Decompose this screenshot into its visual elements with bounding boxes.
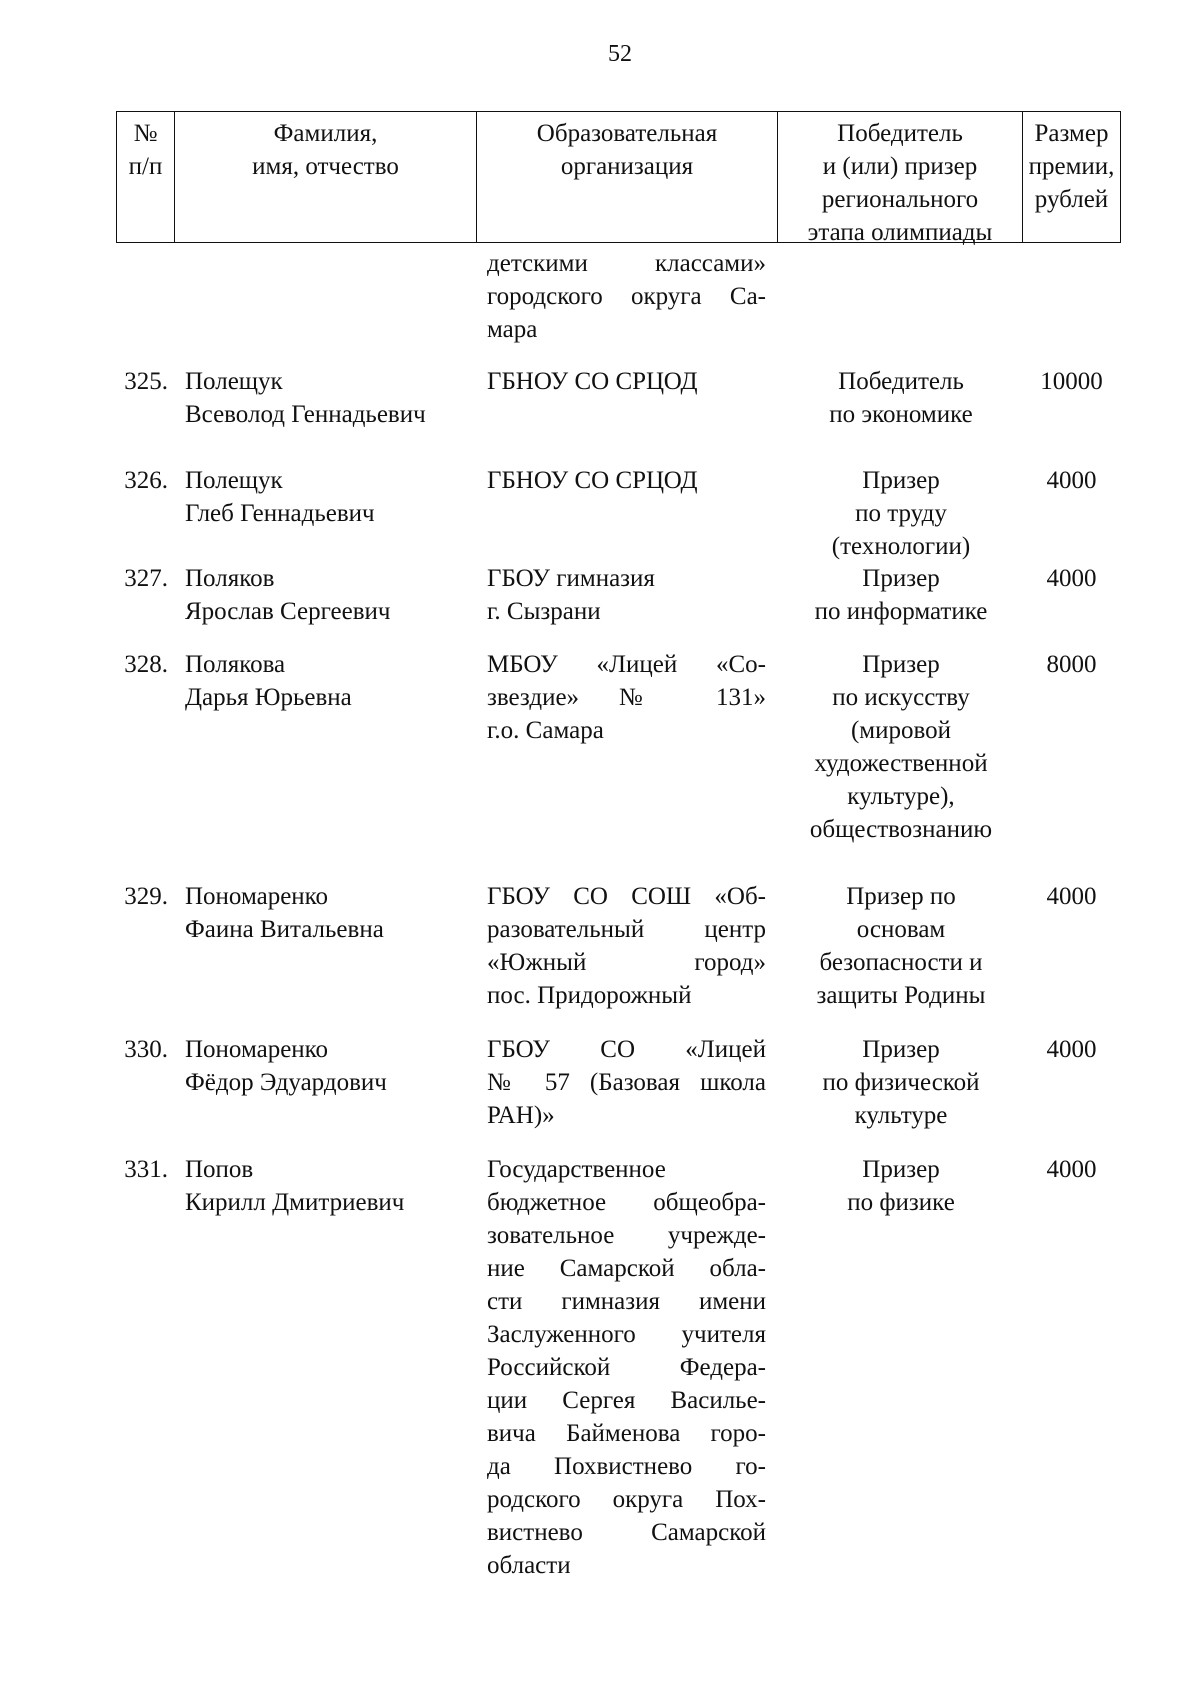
org-line: ние Самарской обла- (487, 1255, 766, 1282)
org-line: вистнево Самарской (487, 1519, 766, 1546)
name-line: Глеб Геннадьевич (185, 500, 375, 527)
org-line: Заслуженного учителя (487, 1321, 766, 1348)
org-line: пос. Придорожный (487, 982, 692, 1009)
header-result-line: регионального (821, 186, 979, 213)
org-line: бюджетное общеобра- (487, 1189, 766, 1216)
result-line: по экономике (829, 401, 973, 428)
row-number: 327. (124, 565, 168, 592)
header-org-line: Образовательная (536, 120, 718, 147)
row-number: 330. (124, 1036, 168, 1063)
result-line: Призер (862, 565, 940, 592)
result-line: (технологии) (831, 533, 971, 560)
result-line: культуре (854, 1102, 948, 1129)
row-prize: 4000 (1046, 883, 1097, 910)
row-result (787, 1033, 1015, 1132)
header-prize-line: премии, (1028, 153, 1115, 180)
name-line: Ярослав Сергеевич (185, 598, 391, 625)
row-result (787, 365, 1015, 431)
org-line: сти гимназия имени (487, 1288, 766, 1315)
row-name (185, 880, 475, 946)
org-line: детскими классами» (487, 250, 766, 277)
name-line: Фаина Витальевна (185, 916, 384, 943)
header-name-line: Фамилия, (273, 120, 378, 147)
name-line: Кирилл Дмитриевич (185, 1189, 405, 1216)
org-line: да Похвистнево го- (487, 1453, 766, 1480)
row-number: 329. (124, 883, 168, 910)
org-line: ГБНОУ СО СРЦОД (487, 467, 698, 494)
row-org (487, 880, 766, 1012)
row-name (185, 464, 475, 530)
name-line: Попов (185, 1156, 254, 1183)
row-number: 326. (124, 467, 168, 494)
result-line: безопасности и (819, 949, 983, 976)
org-line: родского округа Пох- (487, 1486, 766, 1513)
header-result (778, 112, 1023, 246)
header-prize-line: Размер (1034, 120, 1109, 147)
row-org (487, 464, 766, 497)
result-line: обществознанию (809, 816, 993, 843)
org-line: г.о. Самара (487, 717, 604, 744)
org-line: «Южный город» (487, 949, 766, 976)
header-prize-line: рублей (1034, 186, 1109, 213)
org-line: звездие» № 131» (487, 684, 766, 711)
header-result-line: Победитель (837, 120, 963, 147)
result-line: Призер (862, 467, 940, 494)
row-prize: 4000 (1046, 1036, 1097, 1063)
name-line: Поляков (185, 565, 275, 592)
header-org (477, 112, 778, 242)
org-line: вича Байменова горо- (487, 1420, 766, 1447)
name-line: Пономаренко (185, 1036, 329, 1063)
header-num-line: № (133, 120, 158, 147)
row-number: 328. (124, 651, 168, 678)
row-org (487, 562, 766, 628)
org-line: ГБОУ СО СОШ «Об- (487, 883, 766, 910)
header-name (175, 112, 477, 242)
row-prize: 4000 (1046, 1156, 1097, 1183)
page-number: 52 (608, 41, 632, 67)
name-line: Полещук (185, 368, 283, 395)
org-line: разовательный центр (487, 916, 766, 943)
header-result-line: и (или) призер (822, 153, 978, 180)
row-name (185, 562, 475, 628)
name-line: Полещук (185, 467, 283, 494)
row-name (185, 1153, 475, 1219)
header-name-line: имя, отчество (252, 153, 399, 180)
result-line: культуре), (847, 783, 955, 810)
result-line: основам (856, 916, 946, 943)
org-line: мара (487, 316, 538, 343)
row-org (487, 365, 766, 398)
org-line: МБОУ «Лицей «Со- (487, 651, 766, 678)
header-result-line: этапа олимпиады (807, 219, 993, 246)
header-prize (1023, 112, 1120, 242)
row-name (185, 1033, 475, 1099)
name-line: Полякова (185, 651, 286, 678)
continuation-org (487, 247, 766, 346)
row-prize: 10000 (1040, 368, 1103, 395)
row-org (487, 1153, 766, 1582)
org-line: городского округа Са- (487, 283, 766, 310)
org-line: ГБОУ СО «Лицей (487, 1036, 766, 1063)
row-org (487, 648, 766, 747)
result-line: по информатике (814, 598, 988, 625)
row-result (787, 1153, 1015, 1219)
row-result (787, 880, 1015, 1012)
row-prize: 4000 (1046, 467, 1097, 494)
result-line: Призер (862, 651, 940, 678)
result-line: Призер (862, 1036, 940, 1063)
row-prize: 8000 (1046, 651, 1097, 678)
result-line: по искусству (832, 684, 970, 711)
header-num (117, 112, 175, 242)
org-line: Российской Федера- (487, 1354, 766, 1381)
org-line: ГБОУ гимназия (487, 565, 655, 592)
org-line: Государственное (487, 1156, 666, 1183)
row-result (787, 464, 1015, 563)
result-line: по физической (822, 1069, 980, 1096)
org-line: ции Сергея Василье- (487, 1387, 766, 1414)
row-result (787, 648, 1015, 846)
row-prize: 4000 (1046, 565, 1097, 592)
result-line: защиты Родины (816, 982, 986, 1009)
result-line: Призер (862, 1156, 940, 1183)
header-num-line: п/п (128, 153, 163, 180)
row-number: 331. (124, 1156, 168, 1183)
name-line: Всеволод Геннадьевич (185, 401, 426, 428)
result-line: Победитель (838, 368, 964, 395)
row-org (487, 1033, 766, 1132)
row-name (185, 365, 475, 431)
name-line: Дарья Юрьевна (185, 684, 352, 711)
row-number: 325. (124, 368, 168, 395)
org-line: ГБНОУ СО СРЦОД (487, 368, 698, 395)
name-line: Фёдор Эдуардович (185, 1069, 387, 1096)
result-line: (мировой (850, 717, 952, 744)
org-line: зовательное учрежде- (487, 1222, 766, 1249)
org-line: № 57 (Базовая школа (487, 1069, 766, 1096)
result-line: по физике (847, 1189, 955, 1216)
result-line: художественной (814, 750, 988, 777)
table-header (116, 111, 1121, 246)
result-line: по труду (855, 500, 947, 527)
org-line: г. Сызрани (487, 598, 601, 625)
row-name (185, 648, 475, 714)
org-line: РАН)» (487, 1102, 555, 1129)
header-org-line: организация (560, 153, 694, 180)
row-result (787, 562, 1015, 628)
org-line: области (487, 1552, 571, 1579)
name-line: Пономаренко (185, 883, 329, 910)
result-line: Призер по (846, 883, 956, 910)
